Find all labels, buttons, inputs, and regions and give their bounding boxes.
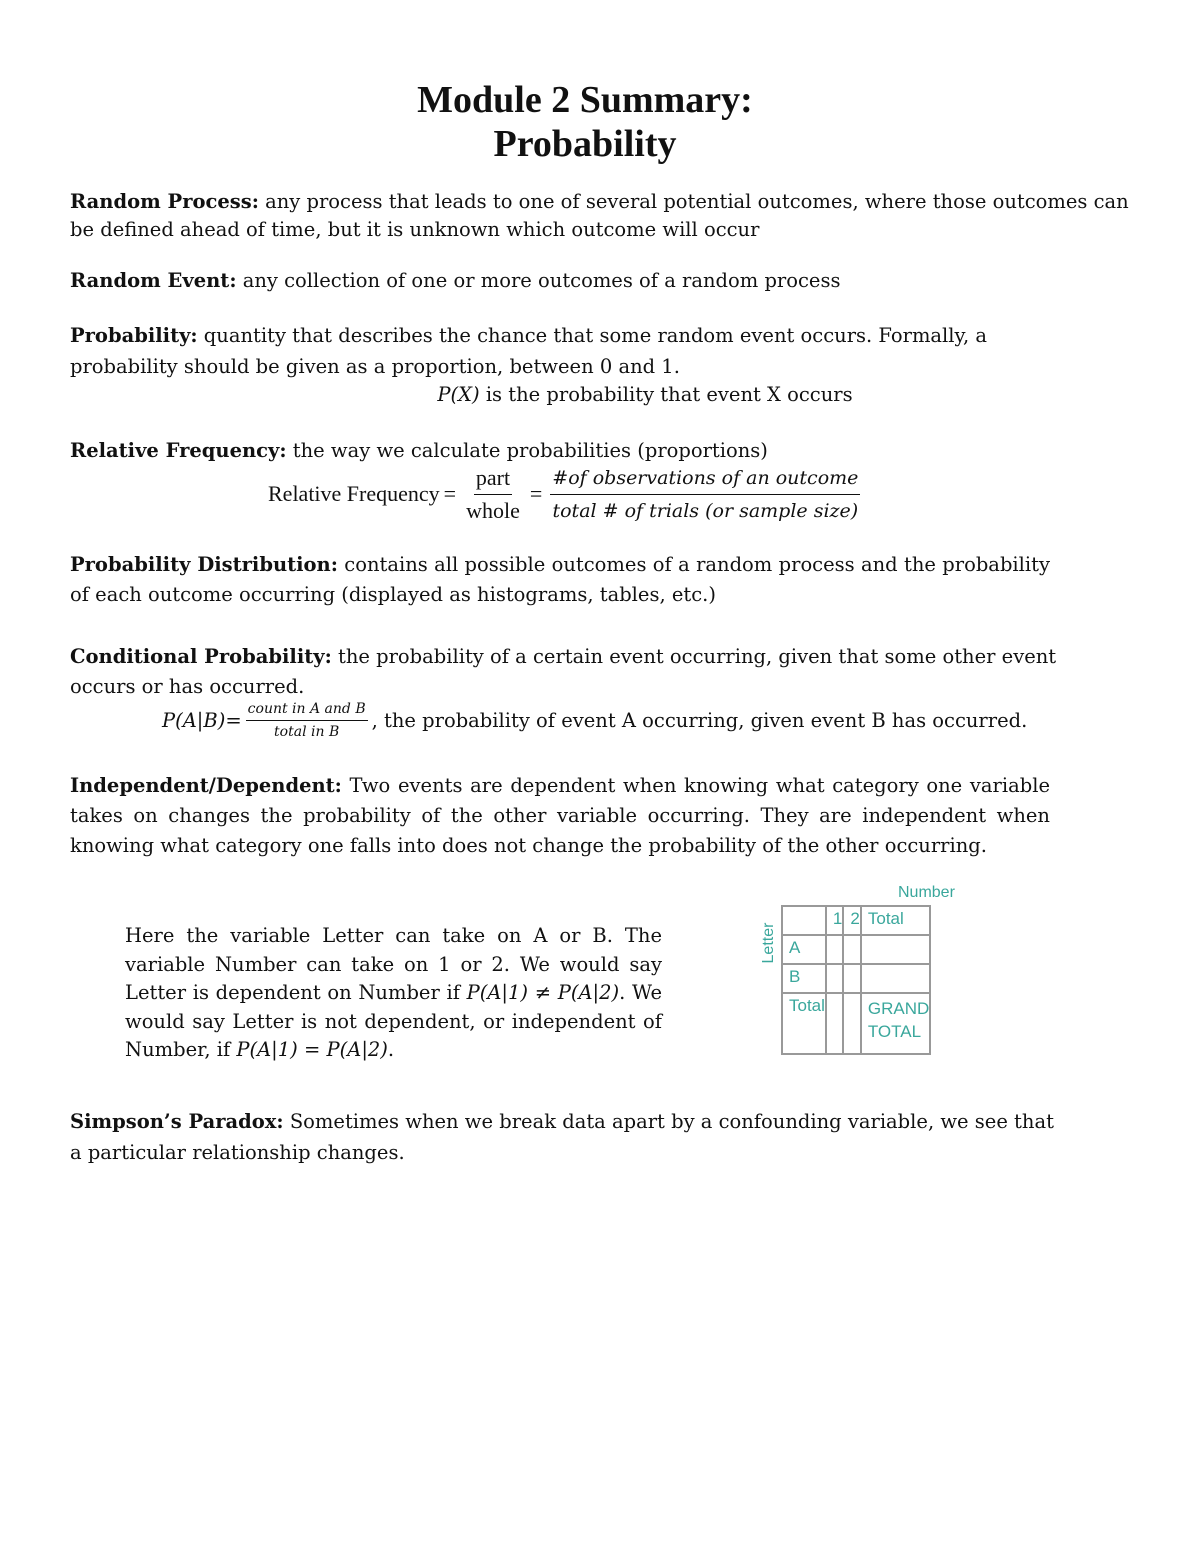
equals-sign: =	[529, 481, 543, 506]
table-cell	[843, 964, 860, 993]
fraction-numerator: count in A and B	[246, 700, 368, 721]
page-title	[0, 78, 1170, 166]
letter-number-example	[125, 922, 662, 1065]
probability-distribution-definition	[70, 550, 1050, 610]
fraction-numerator: #of observations of an outcome	[550, 464, 860, 495]
title-line-1: Module 2 Summary:	[417, 79, 753, 121]
example-math-1: P(A|1) ≠ P(A|2)	[466, 981, 620, 1004]
fraction-numerator: part	[474, 464, 512, 495]
letter-axis-label: Letter	[760, 922, 777, 964]
table-row	[782, 993, 930, 1054]
table-cell: Total	[782, 993, 826, 1054]
term-independent-dependent: Independent/Dependent:	[70, 774, 342, 797]
independent-dependent-text: Two events are dependent when knowing what category one variable takes on changes the probability of the other variable occurring. They are independent when knowing what category one falls into does not change the probability of the other occurring.	[70, 774, 1050, 857]
table-cell: Total	[861, 906, 930, 935]
random-event-definition	[70, 267, 1130, 295]
formula-lhs: P(A|B)=	[162, 709, 242, 732]
px-statement	[0, 383, 1200, 406]
probability-text: quantity that describes the chance that some random event occurs. Formally, a probability should be given as a proportion, between 0 and 1.	[70, 324, 987, 378]
table-row	[782, 935, 930, 964]
term-simpsons-paradox: Simpson’s Paradox:	[70, 1110, 284, 1133]
random-event-text: any collection of one or more outcomes of a random process	[236, 269, 841, 292]
table-cell	[861, 935, 930, 964]
conditional-probability-formula	[162, 700, 1027, 741]
fraction-denominator: total # of trials (or sample size)	[552, 499, 859, 522]
table-header-row	[782, 906, 930, 935]
conditional-probability-definition	[70, 642, 1060, 702]
term-probability-distribution: Probability Distribution:	[70, 553, 338, 576]
probability-definition	[70, 320, 1060, 382]
term-probability: Probability:	[70, 324, 198, 347]
table-cell	[826, 993, 843, 1054]
simpsons-paradox-definition	[70, 1106, 1060, 1168]
formula-label: Relative Frequency	[268, 481, 440, 506]
conditional-probability-text: the probability of a certain event occurring, given that some other event occurs or has occurred.	[70, 645, 1057, 698]
table-cell	[782, 906, 826, 935]
observations-fraction	[550, 464, 860, 525]
term-relative-frequency: Relative Frequency:	[70, 439, 287, 462]
example-math-2: P(A|1) = P(A|2)	[236, 1038, 388, 1061]
table-cell: 1	[826, 906, 843, 935]
formula-text: , the probability of event A occurring, given event B has occurred.	[371, 709, 1028, 732]
equals-sign: =	[443, 481, 457, 506]
table-cell	[861, 964, 930, 993]
table-cell	[826, 935, 843, 964]
fraction-denominator: whole	[466, 497, 520, 523]
probability-distribution-text: contains all possible outcomes of a random process and the probability of each outcome occurring (displayed as histograms, tables, etc.)	[70, 553, 1050, 606]
title-line-2: Probability	[493, 123, 677, 165]
conditional-fraction	[246, 700, 368, 741]
part-whole-fraction	[464, 464, 522, 525]
table-cell	[843, 935, 860, 964]
table-cell	[826, 964, 843, 993]
table-cell: 2	[843, 906, 860, 935]
random-process-definition	[70, 188, 1130, 244]
example-text-1: Here the variable Letter can take on A or B. The variable Number can take on 1 or 2. We would say Letter is dependent on Number if	[125, 924, 662, 1004]
table-cell: A	[782, 935, 826, 964]
term-conditional-probability: Conditional Probability:	[70, 645, 332, 668]
table-row	[782, 964, 930, 993]
px-symbol: P(X)	[437, 383, 480, 406]
grand-total-cell: GRAND TOTAL	[861, 993, 930, 1054]
random-process-text: any process that leads to one of several potential outcomes, where those outcomes can be defined ahead of time, but it is unknown which outcome will occur	[70, 190, 1129, 241]
relative-frequency-formula	[268, 462, 864, 526]
number-axis-label: Number	[898, 884, 955, 901]
term-random-process: Random Process:	[70, 190, 259, 213]
table-cell: B	[782, 964, 826, 993]
relative-frequency-text: the way we calculate probabilities (proportions)	[286, 439, 768, 462]
fraction-denominator: total in B	[274, 724, 340, 740]
example-text-2: . We would say Letter is not dependent, or independent of Number, if	[125, 981, 662, 1061]
table-cell	[843, 993, 860, 1054]
example-text-3: .	[387, 1038, 395, 1061]
relative-frequency-definition	[70, 437, 1130, 465]
simpsons-paradox-text: Sometimes when we break data apart by a confounding variable, we see that a particular relationship changes.	[70, 1110, 1054, 1164]
independent-dependent-definition	[70, 771, 1050, 861]
two-way-table	[781, 905, 931, 1055]
term-random-event: Random Event:	[70, 269, 237, 292]
px-text: is the probability that event X occurs	[479, 383, 853, 406]
